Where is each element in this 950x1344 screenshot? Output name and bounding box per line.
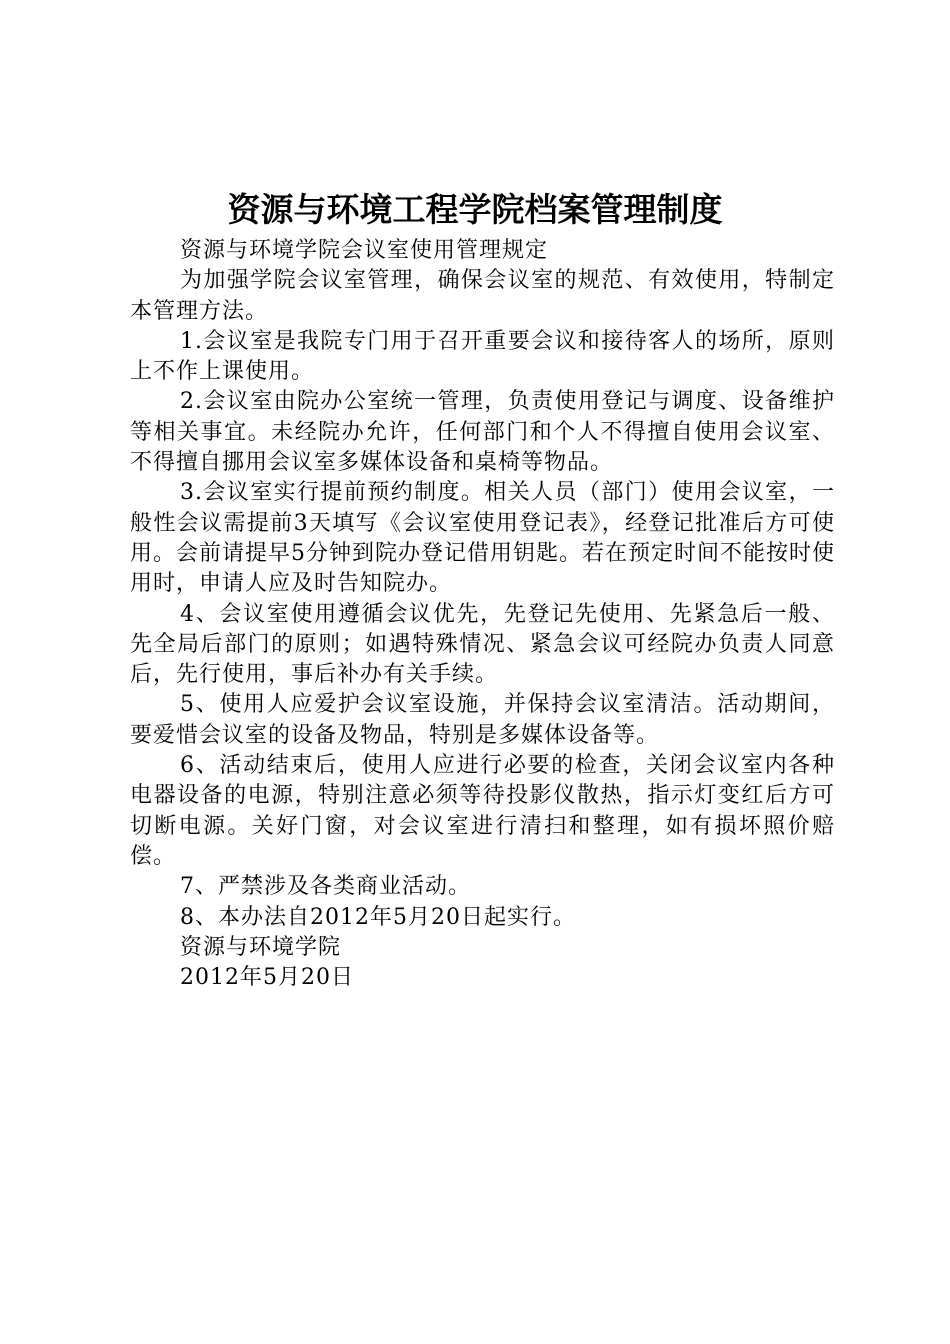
rule-7-paragraph: 7、严禁涉及各类商业活动。 — [180, 874, 471, 900]
rule-3-paragraph: 3.会议室实行提前预约制度。相关人员（部门）使用会议室，一般性会议需提前3天填写《会议室使用登记表》，经登记批准后方可使用。会前请提早5分钟到院办登记借用钥匙。若在预定时间不能按时使用时，申请人应及时告知院办。 — [130, 480, 835, 597]
rule-2-paragraph: 2.会议室由院办公室统一管理，负责使用登记与调度、设备维护等相关事宜。未经院办允许，任何部门和个人不得擅自使用会议室、不得擅自挪用会议室多媒体设备和桌椅等物品。 — [130, 389, 835, 476]
document-title: 资源与环境工程学院档案管理制度 — [227, 190, 723, 229]
rule-1-paragraph: 1.会议室是我院专门用于召开重要会议和接待客人的场所，原则上不作上课使用。 — [130, 328, 835, 385]
rule-5-paragraph: 5、使用人应爱护会议室设施，并保持会议室清洁。活动期间，要爱惜会议室的设备及物品，特别是多媒体设备等。 — [130, 692, 835, 748]
signature-date: 2012年5月20日 — [180, 965, 354, 991]
rule-6-paragraph: 6、活动结束后，使用人应进行必要的检查，关闭会议室内各种电器设备的电源，特别注意必须等待投影仪散热，指示灯变红后方可切断电源。关好门窗，对会议室进行清扫和整理，如有损坏照价赔偿。 — [130, 753, 835, 869]
subtitle-paragraph: 资源与环境学院会议室使用管理规定 — [180, 238, 549, 263]
document-body — [130, 236, 835, 993]
rule-4-paragraph: 4、会议室使用遵循会议优先，先登记先使用、先紧急后一般、先全局后部门的原则；如遇特殊情况、紧急会议可经院办负责人同意后，先行使用，事后补办有关手续。 — [130, 601, 835, 688]
intro-paragraph: 为加强学院会议室管理，确保会议室的规范、有效使用，特制定本管理方法。 — [130, 268, 835, 324]
rule-8-paragraph: 8、本办法自2012年5月20日起实行。 — [180, 904, 576, 930]
signature-org: 资源与环境学院 — [180, 934, 342, 960]
